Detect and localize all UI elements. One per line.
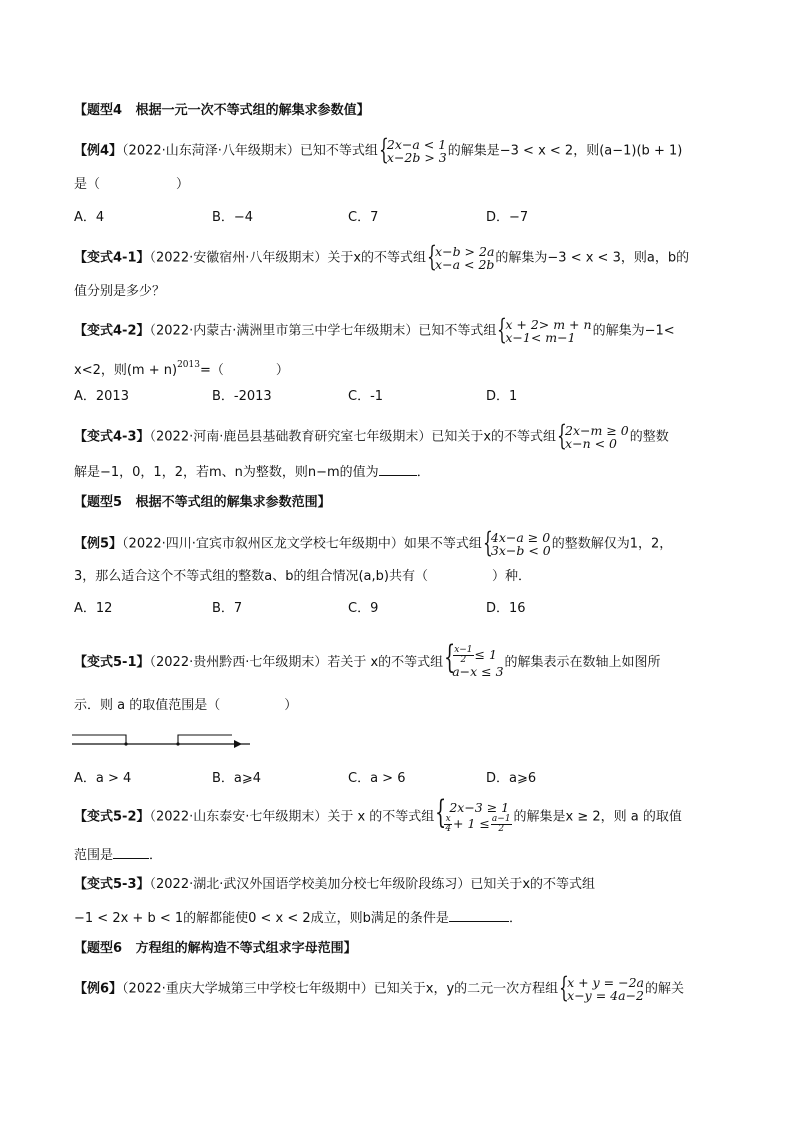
variant51-line2 [74, 697, 297, 715]
variant51-line1 [74, 638, 661, 679]
number-line-figure [70, 728, 250, 752]
option-b: B．-2013 [212, 389, 272, 404]
variant43-end: ． [416, 465, 430, 480]
option-d: D．1 [486, 389, 518, 404]
variant53-label: 【变式5-3】 [74, 877, 150, 892]
example5-line1 [74, 526, 673, 559]
denominator: 2 [460, 655, 467, 665]
option-c: C．-1 [348, 389, 384, 404]
type5-label: 【题型5 [74, 495, 123, 510]
variant41-line2: 值分别是多少？ [74, 284, 166, 299]
variant43-line2 [74, 463, 430, 482]
numerator: x−1 [454, 645, 473, 655]
exponent: 2013 [177, 360, 200, 370]
variant42-line2 [74, 356, 289, 380]
type4-title: 根据一元一次不等式组的解集求参数值】 [135, 103, 370, 118]
option-c: C．a > 6 [348, 771, 406, 786]
system-row: 3x−b < 0 [490, 543, 551, 558]
variant42-source: （2022·内蒙古·满洲里市第三中学七年级期末）已知不等式组 [149, 323, 497, 339]
system-row [452, 646, 503, 665]
option-a: A．12 [74, 601, 113, 616]
fraction [491, 815, 512, 834]
variant41-system [427, 240, 495, 273]
variant42-cont: x<2，则(m + n) [74, 363, 178, 378]
option-d: D．a⩾6 [486, 771, 537, 786]
variant42-text: 的解集为−1< [592, 323, 675, 339]
system-row: x−n < 0 [565, 436, 617, 451]
system-row: x + y = −2a [567, 975, 644, 990]
variant52-label: 【变式5-2】 [74, 809, 150, 825]
variant53-end: ． [508, 911, 522, 926]
variant43-label: 【变式4-3】 [74, 429, 150, 445]
variant43-text: 的整数 [629, 429, 669, 445]
system-row: 2x−a < 1 [386, 137, 447, 152]
example6-source: （2022·重庆大学城第三中学校七年级期中）已知关于x，y的二元一次方程组 [122, 981, 559, 997]
brace-glyph: { [444, 638, 456, 676]
variant51-label: 【变式5-1】 [74, 655, 150, 670]
example6-system [559, 971, 644, 1004]
option-c: C．9 [348, 601, 379, 616]
variant51-text: 的解集表示在数轴上如图所 [504, 655, 661, 670]
option-a: A．4 [74, 210, 105, 225]
answer-blank [449, 909, 509, 922]
variant43-source: （2022·河南·鹿邑县基础教育研究室七年级期末）已知关于x的不等式组 [149, 429, 557, 445]
variant53-cont: −1 < 2x + b < 1的解都能使0 < x < 2成立，则b满足的条件是 [74, 911, 449, 926]
variant41-line1 [74, 240, 690, 273]
option-a: A．2013 [74, 389, 129, 404]
option-b: B．a⩾4 [212, 771, 262, 786]
variant52-system [435, 793, 512, 834]
example4-cont: 是（ [74, 177, 101, 192]
variant52-line2 [74, 846, 162, 865]
system-row: x + 2> m + n [505, 317, 592, 332]
type6-title: 方程组的解构造不等式组求字母范围】 [135, 941, 357, 956]
variant41-text: 的解集为−3 < x < 3，则a，b的 [495, 250, 690, 266]
numerator: x [445, 814, 451, 824]
arrow-head [234, 740, 242, 748]
example6-text: 的解关 [645, 981, 685, 997]
example6-label: 【例6】 [74, 981, 123, 997]
option-a: A．a > 4 [74, 771, 132, 786]
variant41-source: （2022·安徽宿州·八年级期末）关于x的不等式组 [149, 250, 427, 266]
variant42-system [497, 313, 592, 346]
section-heading-type6 [74, 940, 357, 958]
brace-glyph: { [427, 240, 437, 273]
variant52-end: ． [149, 848, 163, 863]
example5-system [482, 526, 551, 559]
brace-glyph: { [378, 133, 389, 166]
variant43-cont: 解是−1，0，1，2，若m、n为整数，则n−m的值为 [74, 465, 379, 480]
point-marker [124, 742, 127, 745]
variant53-line1 [74, 876, 595, 894]
example4-source: （2022·山东菏泽·八年级期末）已知不等式组 [122, 143, 378, 159]
system-row-tail: ≤ 1 [474, 647, 497, 662]
variant53-source: （2022·湖北·武汉外国语学校美加分校七年级阶段练习）已知关于x的不等式组 [149, 877, 596, 892]
variant43-system [557, 419, 629, 452]
answer-blank [379, 463, 417, 476]
variant51-system [444, 638, 504, 679]
option-c: C．7 [348, 210, 379, 225]
solution-ray-left [72, 735, 126, 744]
brace-glyph: { [482, 526, 493, 559]
fraction [453, 646, 473, 665]
option-d: D．−7 [486, 210, 529, 225]
system-row: x−y = 4a−2 [567, 988, 644, 1003]
variant52-source: （2022·山东泰安·七年级期末）关于 x 的不等式组 [149, 809, 435, 825]
variant51-source: （2022·贵州黔西·七年级期末）若关于 x的不等式组 [149, 655, 444, 670]
option-d: D．16 [486, 601, 526, 616]
numerator: a−1 [491, 814, 511, 824]
solution-ray-right [178, 735, 232, 744]
type6-label: 【题型6 [74, 941, 123, 956]
example4-close: ） [176, 177, 190, 192]
variant51-close: ） [284, 698, 298, 713]
system-row: 2x−3 ≥ 1 [449, 800, 510, 815]
system-row: x−a < 2b [435, 257, 495, 272]
brace-glyph: { [557, 419, 567, 452]
system-row: a−x ≤ 3 [452, 664, 504, 679]
example6-line1 [74, 971, 685, 1004]
example5-source: （2022·四川·宜宾市叙州区龙文学校七年级期中）如果不等式组 [122, 536, 482, 552]
example5-label: 【例5】 [74, 536, 123, 552]
system-row [443, 815, 512, 834]
variant42-close: ） [275, 363, 289, 378]
variant42-label: 【变式4-2】 [74, 323, 150, 339]
denominator: 4 [445, 824, 452, 834]
example4-label: 【例4】 [74, 143, 123, 159]
variant52-cont: 范围是 [74, 848, 114, 863]
brace-glyph: { [497, 313, 508, 346]
section-heading-type5 [74, 494, 331, 512]
type5-title: 根据不等式组的解集求参数范围】 [135, 495, 331, 510]
section-heading-type4 [74, 102, 370, 120]
variant52-text: 的解集是x ≥ 2，则 a 的取值 [513, 809, 682, 825]
variant52-line1 [74, 793, 682, 834]
example4-line1 [74, 133, 683, 166]
point-marker [176, 742, 179, 745]
variant42-line1 [74, 313, 675, 346]
system-row: x−1< m−1 [505, 330, 576, 345]
system-row: 2x−m ≥ 0 [565, 423, 629, 438]
system-row: x−2b > 3 [386, 150, 447, 165]
variant53-line2 [74, 909, 522, 928]
example4-system [378, 133, 447, 166]
example5-close: ）种． [491, 569, 531, 584]
inequality-part: + 1 ≤ [453, 816, 490, 831]
example5-line2 [74, 568, 531, 586]
denominator: 2 [498, 824, 505, 834]
variant41-label: 【变式4-1】 [74, 250, 150, 266]
type4-label: 【题型4 [74, 103, 123, 118]
option-b: B．7 [212, 601, 243, 616]
brace-glyph: { [559, 971, 569, 1004]
example4-line2 [74, 176, 189, 194]
variant43-line1 [74, 419, 669, 452]
system-row: x−b > 2a [435, 244, 495, 259]
example5-text: 的整数解仅为1，2， [551, 536, 673, 552]
example4-text: 的解集是−3 < x < 2，则(a−1)(b + 1) [447, 143, 683, 159]
answer-blank [113, 846, 149, 859]
variant51-cont: 示．则 a 的取值范围是（ [74, 698, 221, 713]
option-b: B．−4 [212, 210, 254, 225]
variant42-eq: =（ [199, 363, 224, 378]
brace-glyph: { [435, 793, 447, 831]
system-row: 4x−a ≥ 0 [490, 530, 551, 545]
example5-cont: 3，那么适合这个不等式组的整数a、b的组合情况(a,b)共有（ [74, 569, 428, 584]
